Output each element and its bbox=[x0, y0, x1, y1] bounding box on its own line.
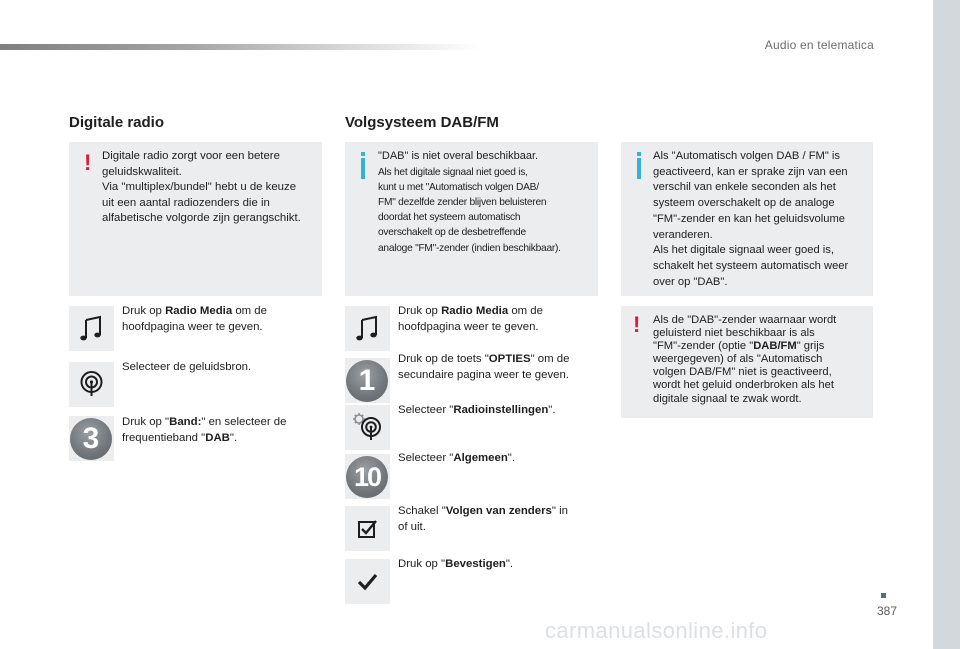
warning-box-dab-fm bbox=[621, 306, 873, 418]
middle-step-4-text: Selecteer "Algemeen". bbox=[398, 452, 516, 464]
middle-step-3-text: Selecteer "Radioinstellingen". bbox=[398, 404, 556, 416]
music-note-icon bbox=[345, 306, 390, 351]
side-strip bbox=[933, 0, 960, 649]
step-badge-10: 10 bbox=[346, 456, 388, 498]
warning-text: Digitale radio zorgt voor een betere geluidskwaliteit. Via "multiplex/bundel" hebt u de keuze uit een aantal radiozenders die in alfabetische volgorde zijn gerangschikt. bbox=[102, 150, 301, 225]
page-marker bbox=[881, 593, 886, 598]
step-badge-1: 1 bbox=[346, 360, 388, 402]
info-icon bbox=[361, 158, 365, 179]
info-box-auto-follow bbox=[621, 142, 873, 296]
left-step-2-text: Selecteer de geluidsbron. bbox=[122, 361, 252, 373]
step-badge-3: 3 bbox=[70, 418, 112, 460]
music-note-icon bbox=[69, 306, 114, 351]
info-icon bbox=[637, 158, 641, 179]
page-number: 387 bbox=[876, 604, 897, 618]
exclamation-icon: ! bbox=[633, 312, 641, 337]
middle-step-6-text: Druk op "Bevestigen". bbox=[398, 558, 514, 570]
info-text: "DAB" is niet overal beschikbaar. Als het digitale signaal niet goed is, kunt u met "Automatisch volgen DAB/ FM" dezelfde zender blijven beluisteren doordat het systeem automatisch overschakelt op de desbetreffende analoge "FM"-zender (indien beschikbaar). bbox=[378, 150, 561, 254]
watermark: carmanualsonline.info bbox=[545, 618, 768, 643]
heading-digitale-radio: Digitale radio bbox=[69, 114, 165, 131]
info-text-right: Als "Automatisch volgen DAB / FM" is geactiveerd, kan er sprake zijn van een verschil van enkele seconden als het systeem overschakelt op de analoge "FM"-zender en kan het geluidsvolume veranderen. Als het digitale signaal weer goed is, schakelt het systeem automatisch weer over op "DAB". bbox=[653, 150, 849, 288]
step-3-tile bbox=[69, 416, 114, 461]
checkbox-icon bbox=[345, 506, 390, 551]
warning-box-digital-radio bbox=[69, 142, 322, 296]
middle-step-1-text: Druk op Radio Media om de hoofdpagina weer te geven. bbox=[398, 305, 543, 333]
section-title: Audio en telematica bbox=[764, 38, 874, 52]
left-step-1-text: Druk op Radio Media om de hoofdpagina weer te geven. bbox=[122, 305, 267, 333]
step-1-tile bbox=[345, 358, 390, 403]
middle-step-5-text: Schakel "Volgen van zenders" in of uit. bbox=[398, 505, 568, 533]
exclamation-icon: ! bbox=[84, 150, 92, 175]
info-box-dab-availability bbox=[345, 142, 598, 296]
warning-text-right: Als de "DAB"-zender waarnaar wordt geluisterd niet beschikbaar is als "FM"-zender (optie "DAB/FM" grijs weergegeven) of als "Automatisch volgen DAB/FM" niet is geactiveerd, wordt het geluid onderbroken als het digitale signaal te zwak wordt. bbox=[653, 314, 837, 405]
left-step-3-text: Druk op "Band:" en selecteer de frequentieband "DAB". bbox=[122, 416, 287, 444]
radio-source-icon bbox=[69, 362, 114, 407]
step-10-tile bbox=[345, 454, 390, 499]
heading-volgsysteem: Volgsysteem DAB/FM bbox=[345, 114, 499, 131]
checkmark-icon bbox=[345, 559, 390, 604]
settings-radio-icon bbox=[345, 405, 390, 450]
header-gradient-bar bbox=[0, 44, 480, 50]
middle-step-2-text: Druk op de toets "OPTIES" om de secundaire pagina weer te geven. bbox=[398, 353, 570, 381]
